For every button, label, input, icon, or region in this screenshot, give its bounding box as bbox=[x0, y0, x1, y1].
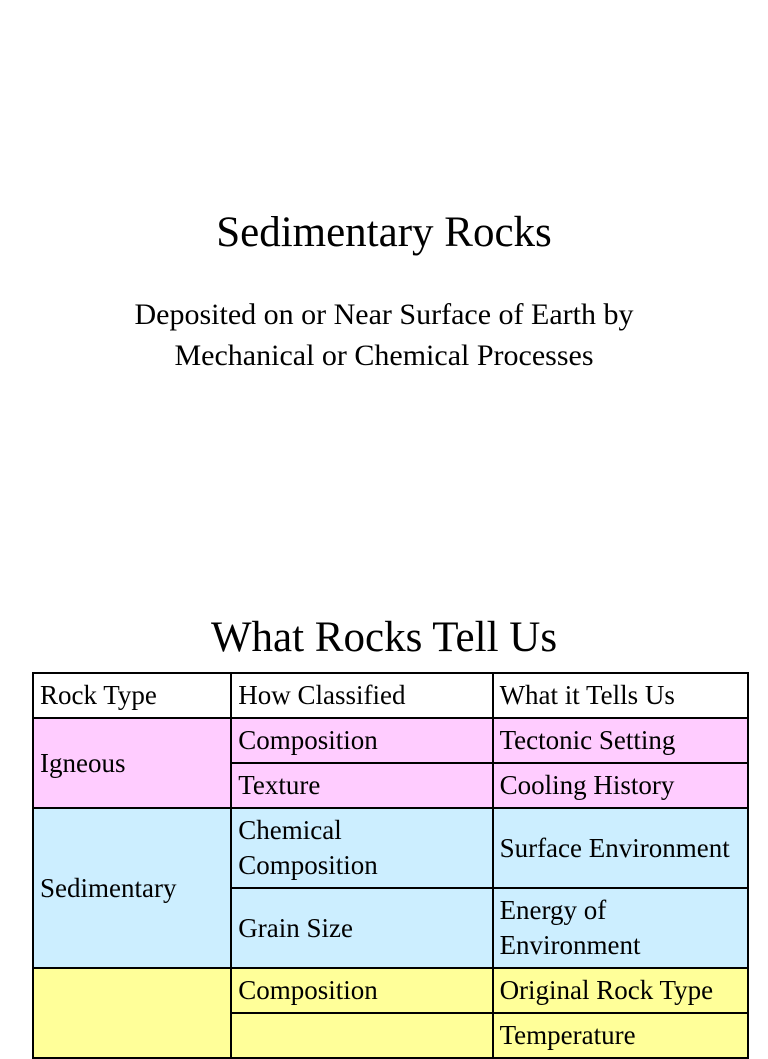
how-classified-cell: Texture bbox=[231, 763, 492, 808]
header-cell-what-it-tells-us: What it Tells Us bbox=[493, 673, 748, 718]
slide-title: Sedimentary Rocks bbox=[216, 209, 552, 256]
how-classified-cell bbox=[231, 1013, 492, 1058]
header-cell-how-classified: How Classified bbox=[231, 673, 492, 718]
table-heading: What Rocks Tell Us bbox=[210, 614, 558, 661]
how-classified-cell: Composition bbox=[231, 968, 492, 1013]
what-it-tells-cell: Tectonic Setting bbox=[493, 718, 748, 763]
what-it-tells-cell: Original Rock Type bbox=[493, 968, 748, 1013]
how-classified-cell: Composition bbox=[231, 718, 492, 763]
what-it-tells-cell: Energy of Environment bbox=[493, 888, 748, 968]
rock-type-cell-igneous: Igneous bbox=[33, 718, 231, 808]
table-row bbox=[33, 718, 748, 763]
header-cell-rock-type: Rock Type bbox=[33, 673, 231, 718]
what-it-tells-cell: Surface Environment bbox=[493, 808, 748, 888]
slide-subtitle bbox=[0, 294, 768, 376]
how-classified-cell: Grain Size bbox=[231, 888, 492, 968]
rock-type-cell-third bbox=[33, 968, 231, 1058]
how-classified-cell: Chemical Composition bbox=[231, 808, 492, 888]
rocks-table bbox=[32, 672, 749, 1059]
what-it-tells-cell: Cooling History bbox=[493, 763, 748, 808]
table-header-row bbox=[33, 673, 748, 718]
table-row bbox=[33, 968, 748, 1013]
rock-type-cell-sedimentary: Sedimentary bbox=[33, 808, 231, 968]
subtitle-line-1: Deposited on or Near Surface of Earth by bbox=[134, 298, 634, 331]
what-it-tells-cell: Temperature bbox=[493, 1013, 748, 1058]
subtitle-line-2: Mechanical or Chemical Processes bbox=[174, 339, 594, 372]
table-row bbox=[33, 808, 748, 888]
